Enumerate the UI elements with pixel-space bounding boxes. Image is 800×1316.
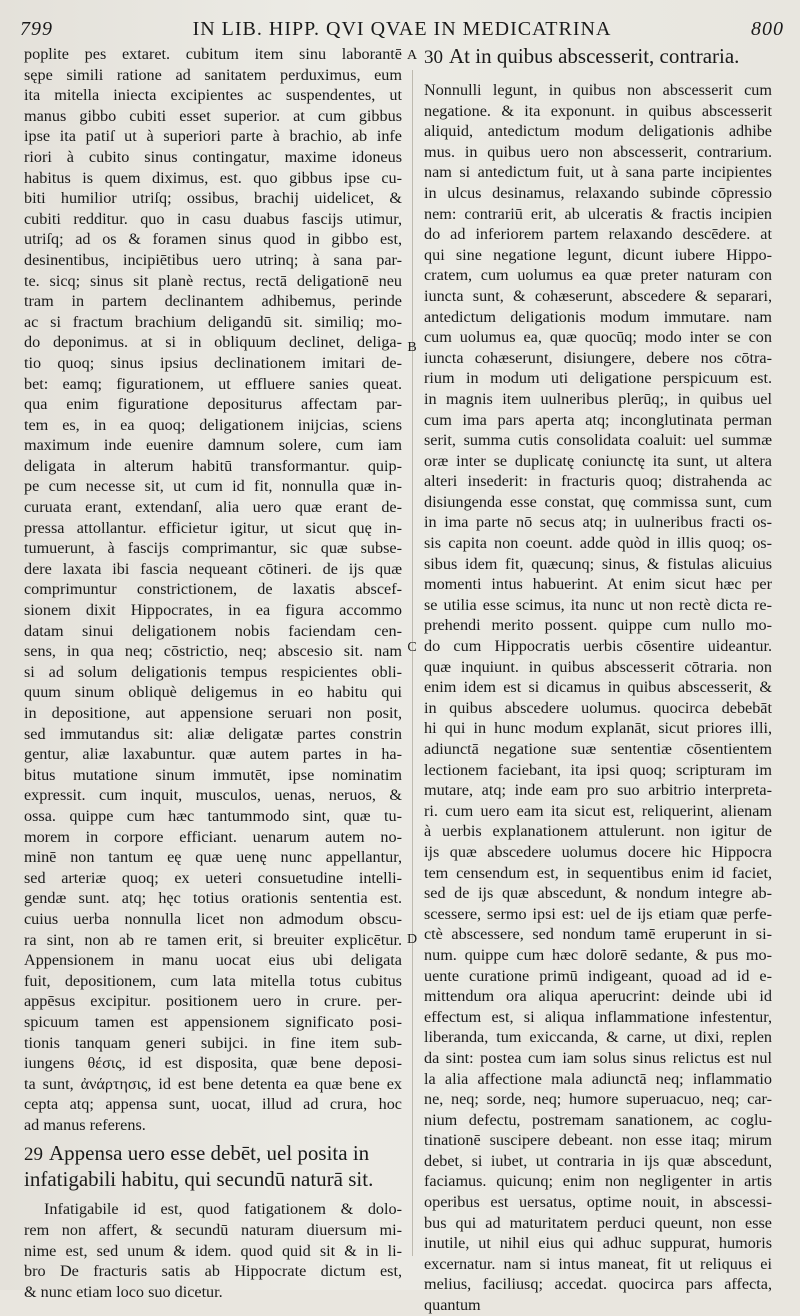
text-line: iuncta sunt, & cohæserunt, abscedere & separari, bbox=[424, 286, 772, 305]
text-line: bro De fracturis satis ab Hippocrate dictum est, bbox=[24, 1262, 402, 1281]
text-line: cepta atq; appensa sunt, uocat, illud ad crura, hoc bbox=[24, 1095, 402, 1114]
text-line: ossa. quippe cum hæc tantummodo sint, quæ tu- bbox=[24, 806, 402, 825]
lemma-30 bbox=[424, 44, 772, 70]
text-line: ri. cum uero eam ita sicut est, reliquerint, alienam bbox=[424, 801, 772, 820]
text-line: sens, in qua neq; cōstrictio, neq; abscesio sit. nam bbox=[24, 642, 402, 661]
text-line: ipse ita patiſ ut à superiori parte à brachio, ab infe bbox=[24, 127, 402, 146]
text-line: mittendum ora aliqua aperucrint: deinde ubi id bbox=[424, 987, 772, 1006]
text-line: & nunc etiam loco suo dicetur. bbox=[24, 1282, 223, 1301]
page-number-left: 799 bbox=[20, 18, 53, 40]
lemma-30-number: 30 bbox=[424, 47, 443, 68]
text-line: cratem, cum uolumus ea quæ preter naturam con bbox=[424, 266, 772, 285]
text-line: manus gibbo cubiti esset superior. at cum gibbus bbox=[24, 106, 402, 125]
text-line: adiunctā negatione suæ sententiæ cōsentientem bbox=[424, 740, 772, 758]
left-column bbox=[24, 44, 402, 1302]
text-line: ne, neq; sorde, neq; humore superuacuo, neq; car- bbox=[424, 1090, 772, 1109]
lemma-29 bbox=[24, 1141, 402, 1191]
text-line: cum ima pars aperta atq; inconglutinata perman bbox=[424, 410, 772, 429]
text-line: faciamus. quicunq; enim non negligenter in artis bbox=[424, 1172, 772, 1191]
text-line: momenti intus habuerint. At enim sicut hæc per bbox=[424, 575, 772, 594]
text-line: operibus est uersatus, optime nouit, in abscessi- bbox=[424, 1193, 772, 1212]
margin-letter-c: C bbox=[407, 640, 417, 655]
text-line: scessere, sermo ipsi est: uel de ijs etiam quæ perfe- bbox=[424, 904, 772, 923]
text-line: sed arteriæ quoq; ex ueteri consuetudine intelli- bbox=[24, 868, 402, 887]
text-line: mutare, atq; inde eam pro suo arbitrio interpreta- bbox=[424, 781, 772, 800]
text-line: biti humilior utriſq; ossibus, brachij uidelicet, & bbox=[24, 189, 402, 208]
text-line: à uerbis explanationem attulerunt. non igitur de bbox=[424, 822, 772, 841]
text-line: effectum est, si aliqua inflammatione infestentur, bbox=[424, 1007, 772, 1026]
text-line: antedictum deligationis modum immutare. nam bbox=[424, 307, 772, 326]
text-line: gentur, aliæ laxabuntur. quæ autem partes in ha- bbox=[24, 745, 402, 764]
text-line: liberanda, tum exiccanda, & carne, ut dixi, replen bbox=[424, 1028, 772, 1047]
text-line: habitus is quem diximus, est. quo gibbus ipse cu- bbox=[24, 168, 402, 187]
text-line: disiungenda esse constat, quę commissa sunt, cum bbox=[424, 492, 772, 511]
text-line: in magnis item uulneribus plerūq;, in quibus uel bbox=[424, 389, 772, 408]
text-line: iuncta cohæserunt, disiungere, debere nos cōtra- bbox=[424, 348, 772, 367]
text-line: inutile, ut nihil eius qui adhuc suppurat, humoris bbox=[424, 1234, 772, 1253]
text-line: nime est, sed unum & idem. quod quid sit & in li- bbox=[24, 1241, 402, 1260]
text-line: curuata erant, extendanſ, alia uero quæ erant de- bbox=[24, 498, 402, 517]
page-number-right: 800 bbox=[751, 18, 784, 40]
text-line: excernatur. nam si intus maneat, fit ut reliquus ei bbox=[424, 1254, 772, 1273]
text-line: sed de ijs quæ abscedunt, & nondum integre ab- bbox=[424, 884, 772, 903]
text-line: nium defectu, postremam sanationem, ac coglu- bbox=[424, 1110, 772, 1129]
text-line: alteri insederit: in fracturis quoq; distrahenda ac bbox=[424, 472, 772, 491]
text-line: expressit. cum inquit, musculos, uenas, neruos, & bbox=[24, 786, 402, 805]
text-line: tinationē suscipere debeant. non esse itaq; mirum bbox=[424, 1131, 772, 1150]
text-line: appēsus excipitur. positionem uero in crure. per- bbox=[24, 992, 402, 1011]
text-line: hi qui in hunc modum explanāt, sicut priores illi, bbox=[424, 719, 772, 738]
left-column-text-after bbox=[24, 1199, 402, 1302]
text-line: do ad inferiorem partem relaxando descēdere. at bbox=[424, 225, 772, 244]
lemma-29-line: Appensa uero esse debēt, uel posita in bbox=[49, 1141, 370, 1166]
text-line: quæ inquiunt. in quibus abscesserit cōtraria. non bbox=[424, 657, 772, 676]
text-line: bitus mutatione sinum immutēt, ipse nominatim bbox=[24, 765, 402, 784]
text-line: in ulcus desinamus, relaxando subinde cōpressio bbox=[424, 183, 772, 202]
text-line: quantum bbox=[424, 1296, 481, 1315]
margin-letter-a: A bbox=[406, 48, 418, 63]
margin-letter-d: D bbox=[406, 932, 418, 947]
text-line: ctè abscessere, sed nondum tamē eruperunt in si- bbox=[424, 925, 772, 944]
text-line: comprimuntur constrictionem, de laxatis abscef- bbox=[24, 580, 402, 599]
text-line: negatione. & ita exponunt. in quibus abscesserit bbox=[424, 101, 772, 120]
running-title: IN LIB. HIPP. QVI QVAE IN MEDICATRINA bbox=[192, 18, 612, 40]
text-line: Appensionem in manu uocat eius ubi deligata bbox=[24, 951, 402, 970]
text-line: iungens θέσις, id est disposita, quæ bene deposi- bbox=[24, 1054, 402, 1073]
text-line: prehendi merito possent. quippe cum nullo mo- bbox=[424, 616, 772, 635]
text-line: cuius uerba nonnulla licet non admodum obscu- bbox=[24, 909, 402, 928]
text-line: si ad solum deligationis tempus respicientes obli- bbox=[24, 662, 402, 681]
text-line: pe cum necesse sit, ut cum id fit, nonnulla quæ in- bbox=[24, 477, 402, 496]
text-line: se utilia esse scimus, ita nunc ut non rectè dicta re- bbox=[424, 595, 772, 614]
text-line: in ima parte nō secus atq; in uulneribus fracti os- bbox=[424, 513, 772, 532]
text-line: rem non affert, & secundū naturam diuersum mi- bbox=[24, 1221, 402, 1240]
text-line: aliquid, antedictum modum deligationis adhibe bbox=[424, 122, 772, 141]
text-line: dere laxata ibi fascia nequeant cōtineri. de ijs quæ bbox=[24, 559, 402, 578]
page-header bbox=[20, 18, 784, 46]
text-line: uente curatione primū indigeant, quoad ad id e- bbox=[424, 966, 772, 985]
column-divider bbox=[412, 70, 413, 1256]
text-line: utriſq; ad os & foramen sinus quod in gibbo est, bbox=[24, 230, 402, 249]
text-line: bet: eamq; figurationem, ut effluere sanies queat. bbox=[24, 374, 402, 393]
right-column bbox=[424, 44, 772, 1316]
text-line: qua enim figuratione depositurus affectam par- bbox=[24, 395, 402, 414]
margin-letter-b: B bbox=[407, 340, 417, 355]
text-line: sionem dixit Hippocrates, in ea figura accommo bbox=[24, 601, 402, 620]
text-line: sed immutandus sit: aliæ deligatæ partes constrin bbox=[24, 724, 402, 743]
text-line: oræ inter se duplicatę coniunctę ita sunt, ut altera bbox=[424, 451, 772, 470]
text-line: in depositione, aut appensione seruari non posit, bbox=[24, 704, 402, 722]
text-line: gendæ sunt. atq; hęc totius orationis sententia est. bbox=[24, 889, 402, 908]
text-line: Nonnulli legunt, in quibus non abscesserit cum bbox=[424, 81, 772, 99]
text-line: num. quippe cum hæc dolorē sedante, & pus mo- bbox=[424, 945, 772, 964]
text-line: do deponimus. at si in obliquum declinet, deliga- bbox=[24, 333, 402, 352]
text-line: sibus idem fit, quæcunq; sinus, & fistulas alicuius bbox=[424, 554, 772, 573]
text-line: desinentibus, incipiētibus uero utrinq; à sana par- bbox=[24, 250, 402, 269]
text-line: riori à cubito sinus contingatur, maxime idoneus bbox=[24, 147, 402, 166]
text-line: tio quoq; sinus ipsius declinationem imitari de- bbox=[24, 353, 402, 372]
text-line: tumuerunt, à fascijs comprimantur, sic quæ subse- bbox=[24, 539, 402, 558]
text-line: quum sinum obliquè deligemus in eo habitu qui bbox=[24, 683, 402, 702]
text-line: rium in modum uti deligatione perspicuum est. bbox=[424, 369, 772, 388]
text-line: tram in partem declinantem adhibemus, perinde bbox=[24, 292, 402, 311]
text-line: serit, summa cutis consolidata coaluit: uel summæ bbox=[424, 431, 772, 450]
text-line: sis capita non coeunt. adde quòd in illis quoq; os- bbox=[424, 534, 772, 553]
text-line: bus qui ad maturitatem perduci queunt, non esse bbox=[424, 1213, 772, 1232]
lemma-29-line: infatigabili habitu, qui secundū naturā sit. bbox=[24, 1167, 374, 1192]
text-line: poplite pes extaret. cubitum item sinu laborantē bbox=[24, 45, 402, 63]
left-column-text bbox=[24, 44, 402, 1135]
text-line: minē non tantum eę quæ uenę nunc appellantur, bbox=[24, 848, 402, 867]
text-line: in quibus abscedere uolumus. quocirca debebāt bbox=[424, 698, 772, 717]
text-line: te. sicq; sinus sit planè rectus, rectā deligationē neu bbox=[24, 271, 402, 290]
text-line: do cum Hippocratis uerbis cōsentire uideantur. bbox=[424, 637, 772, 656]
text-line: debet, si iubet, ut contraria in ijs quæ abscedunt, bbox=[424, 1151, 772, 1170]
text-line: enim idem est si dicamus in quibus abscesserit, & bbox=[424, 678, 772, 697]
text-line: la alia affectione mala adiunctā neq; inflammatio bbox=[424, 1069, 772, 1088]
text-line: tem es, in ea quoq; deligationem inijcias, sciens bbox=[24, 415, 402, 434]
text-line: cubiti redditur. quo in casu duabus fascijs utimur, bbox=[24, 209, 402, 228]
text-line: ijs quæ abscedere uolumus docere hic Hippocra bbox=[424, 842, 772, 861]
text-line: ra sint, non ab re tamen erit, si breuiter explicētur. bbox=[24, 930, 402, 949]
text-line: ac si fractum brachium deligandū sit. similiq; mo- bbox=[24, 312, 402, 331]
text-line: melius, faciliusq; accedat. quocirca pars affecta, bbox=[424, 1275, 772, 1294]
lemma-30-text: At in quibus abscesserit, contraria. bbox=[449, 44, 740, 68]
lemma-29-number: 29 bbox=[24, 1144, 43, 1166]
text-line: qui sine negatione legunt, dicunt iubere Hippo- bbox=[424, 245, 772, 264]
text-line: morem in corpore efficiant. uenarum autem no- bbox=[24, 827, 402, 846]
text-line: da sint: postea cum iam solus sinus relictus est nul bbox=[424, 1048, 772, 1067]
text-line: ita mitella iniecta excipientes ac suspendentes, ut bbox=[24, 86, 402, 105]
text-line: fuit, depositionem, cum lata mitella totus cubitus bbox=[24, 971, 402, 990]
text-line: nem: contrariū erit, ab ulceratis & fractis incipien bbox=[424, 204, 772, 223]
text-line: nam si antedictum fuit, ut à sana parte incipientes bbox=[424, 163, 772, 182]
text-line: ad manus referens. bbox=[24, 1115, 146, 1134]
text-line: ta sunt, ἀνάρτησις, id est bene detenta ea quæ bene ex bbox=[24, 1074, 402, 1093]
text-line: tionis tanquam generi subijci. in fine item sub- bbox=[24, 1033, 402, 1052]
text-line: mus. in quibus uero non abscesserit, contrarium. bbox=[424, 142, 772, 161]
text-line: maximum inde euenire damnum solere, cum iam bbox=[24, 436, 402, 455]
text-line: Infatigabile id est, quod fatigationem & dolo- bbox=[44, 1200, 402, 1219]
text-line: datam sinui deligationem nobis faciendam cen- bbox=[24, 621, 402, 640]
text-line: spicuum tamen est appensionem significato posi- bbox=[24, 1012, 402, 1031]
right-column-text bbox=[424, 80, 772, 1316]
text-line: pressa attollantur. efficietur igitur, ut sicut quę in- bbox=[24, 518, 402, 537]
text-line: sępe simili ratione ad sanitatem perduximus, eum bbox=[24, 65, 402, 84]
text-line: cum uolumus ea, quæ quocūq; modo inter se con bbox=[424, 328, 772, 347]
text-line: tem censendum est, in sequentibus enim id faciet, bbox=[424, 863, 772, 882]
text-line: deligata in alterum habitū transformantur. quip- bbox=[24, 456, 402, 475]
text-line: lectionem faciebant, ita ipsi quoq; scripturam im bbox=[424, 760, 772, 779]
